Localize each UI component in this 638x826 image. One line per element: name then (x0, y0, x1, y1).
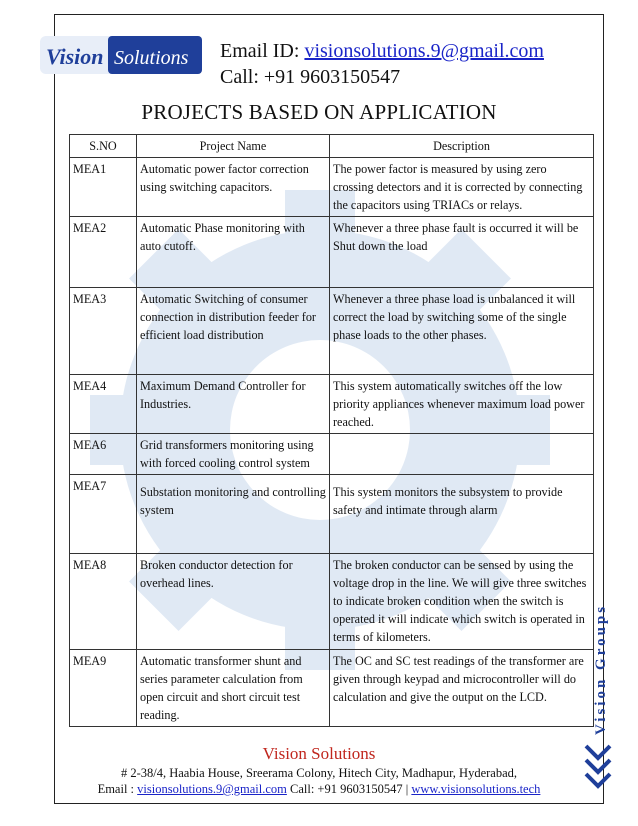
table-row (70, 217, 594, 288)
footer-address: # 2-38/4, Haabia House, Sreerama Colony, Hitech City, Madhapur, Hyderabad, (120, 766, 518, 780)
cell-description: The broken conductor can be sensed by using the voltage drop in the line. We will give three switches to indicate broken condition when the switch is operated it will indicate which switch is operated in terms of kilometers. (330, 554, 594, 650)
cell-description (330, 475, 594, 554)
cell-description-text: This system monitors the subsystem to provide safety and intimate through alarm (333, 485, 563, 517)
table-row (70, 158, 594, 217)
vision-solutions-logo (40, 30, 202, 80)
cell-project-name: Automatic Switching of consumer connection in distribution feeder for efficient load distribution (137, 288, 330, 375)
svg-text:Solutions: Solutions (114, 47, 189, 69)
cell-project-name: Automatic Phase monitoring with auto cutoff. (137, 217, 330, 288)
footer-email-link[interactable]: visionsolutions.9@gmail.com (137, 782, 287, 796)
footer-brand: Vision Solutions (262, 744, 376, 763)
table-row (70, 475, 594, 554)
contact-block (220, 38, 544, 90)
table-row (70, 554, 594, 650)
email-link[interactable]: visionsolutions.9@gmail.com (304, 40, 544, 62)
cell-project-name: Automatic power factor correction using switching capacitors. (137, 158, 330, 217)
page-title: PROJECTS BASED ON APPLICATION (141, 100, 497, 124)
cell-description: Whenever a three phase load is unbalanced it will correct the load by switching some of the single phase loads to the other phases. (330, 288, 594, 375)
table-row (70, 288, 594, 375)
email-line (220, 38, 544, 64)
cell-sno: MEA7 (70, 475, 137, 554)
cell-description: The OC and SC test readings of the transformer are given through keypad and microcontroller will do calculation and give the output on the LCD. (330, 650, 594, 727)
cell-description: The power factor is measured by using zero crossing detectors and it is corrected by connecting the capacitors using TRIACs or relays. (330, 158, 594, 217)
cell-description: Whenever a three phase fault is occurred it will be Shut down the load (330, 217, 594, 288)
header-project-name: Project Name (137, 135, 330, 158)
cell-project-name-text: Substation monitoring and controlling system (140, 485, 326, 517)
svg-text:Vision: Vision (46, 44, 104, 69)
table-row (70, 434, 594, 475)
email-label: Email ID: (220, 40, 305, 62)
cell-project-name: Grid transformers monitoring using with forced cooling control system (137, 434, 330, 475)
cell-sno: MEA9 (70, 650, 137, 727)
svg-text:Vision Groups: Vision Groups (593, 603, 609, 735)
cell-project-name: Automatic transformer shunt and series parameter calculation from open circuit and short circuit test reading. (137, 650, 330, 727)
cell-sno: MEA3 (70, 288, 137, 375)
cell-project-name: Broken conductor detection for overhead lines. (137, 554, 330, 650)
header-sno: S.NO (70, 135, 137, 158)
cell-sno: MEA4 (70, 375, 137, 434)
cell-description: This system automatically switches off the low priority appliances whenever maximum load power reached. (330, 375, 594, 434)
table-header-row (70, 135, 594, 158)
cell-project-name: Maximum Demand Controller for Industries. (137, 375, 330, 434)
cell-sno: MEA1 (70, 158, 137, 217)
cell-sno: MEA8 (70, 554, 137, 650)
footer-email-label: Email : (97, 782, 138, 796)
cell-sno: MEA2 (70, 217, 137, 288)
footer-website-link[interactable]: www.visionsolutions.tech (411, 782, 541, 796)
header-description: Description (330, 135, 594, 158)
cell-project-name (137, 475, 330, 554)
cell-sno: MEA6 (70, 434, 137, 475)
call-line: Call: +91 9603150547 (220, 66, 401, 88)
cell-description (330, 434, 594, 475)
table-row (70, 375, 594, 434)
footer-call-text: Call: +91 9603150547 | (286, 782, 412, 796)
table-row (70, 650, 594, 727)
projects-table (69, 134, 594, 727)
footer-contact-line (0, 782, 638, 797)
vision-groups-vertical-logo (586, 570, 612, 740)
